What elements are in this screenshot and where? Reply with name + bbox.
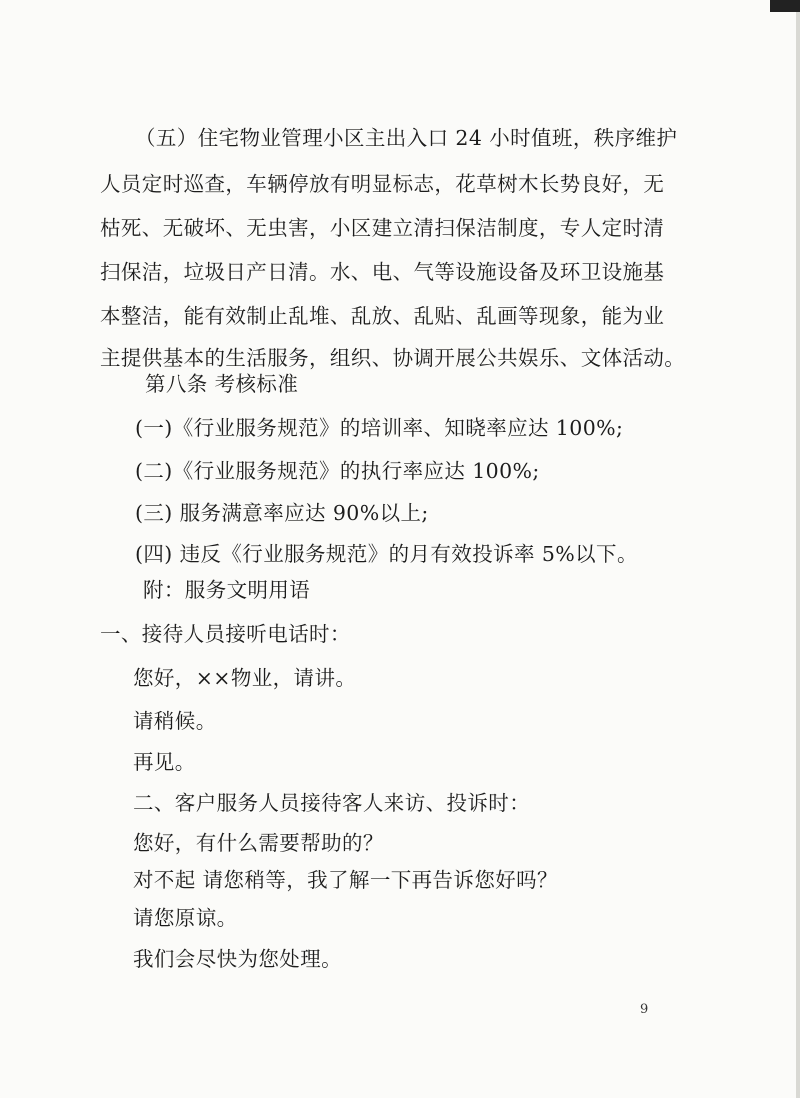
text-line: 一、接待人员接听电话时：: [100, 622, 351, 646]
page-number: 9: [640, 1002, 649, 1017]
text-line: （五）住宅物业管理小区主出入口 24 小时值班，秩序维护: [135, 126, 678, 150]
text-line: 扫保洁，垃圾日产日清。水、电、气等设施设备及环卫设施基: [100, 260, 665, 284]
text-line: 二、客户服务人员接待客人来访、投诉时：: [133, 791, 531, 815]
text-line: 我们会尽快为您处理。: [133, 947, 342, 971]
text-line: 再见。: [133, 750, 196, 774]
page-edge: [796, 0, 800, 1098]
appendix-heading: 附：服务文明用语: [143, 578, 311, 602]
text-line: 您好，××物业，请讲。: [133, 666, 357, 690]
section-heading: 第八条 考核标准: [145, 372, 299, 396]
text-line: 对不起 请您稍等，我了解一下再告诉您好吗？: [133, 868, 558, 892]
text-line: (二)《行业服务规范》的执行率应达 100%;: [135, 459, 540, 483]
text-line: 请您原谅。: [133, 906, 238, 930]
text-line: 请稍候。: [133, 709, 217, 733]
text-line: 您好，有什么需要帮助的？: [133, 831, 384, 855]
text-line: (三) 服务满意率应达 90%以上;: [135, 501, 429, 525]
text-line: (四) 违反《行业服务规范》的月有效投诉率 5%以下。: [135, 542, 638, 566]
text-line: 人员定时巡查，车辆停放有明显标志，花草树木长势良好，无: [100, 172, 665, 196]
text-line: 主提供基本的生活服务，组织、协调开展公共娱乐、文体活动。: [100, 346, 686, 370]
scan-corner-mark: [770, 0, 800, 12]
text-line: 本整洁，能有效制止乱堆、乱放、乱贴、乱画等现象，能为业: [100, 304, 665, 328]
text-line: (一)《行业服务规范》的培训率、知晓率应达 100%;: [135, 416, 624, 440]
text-line: 枯死、无破坏、无虫害，小区建立清扫保洁制度，专人定时清: [100, 216, 665, 240]
